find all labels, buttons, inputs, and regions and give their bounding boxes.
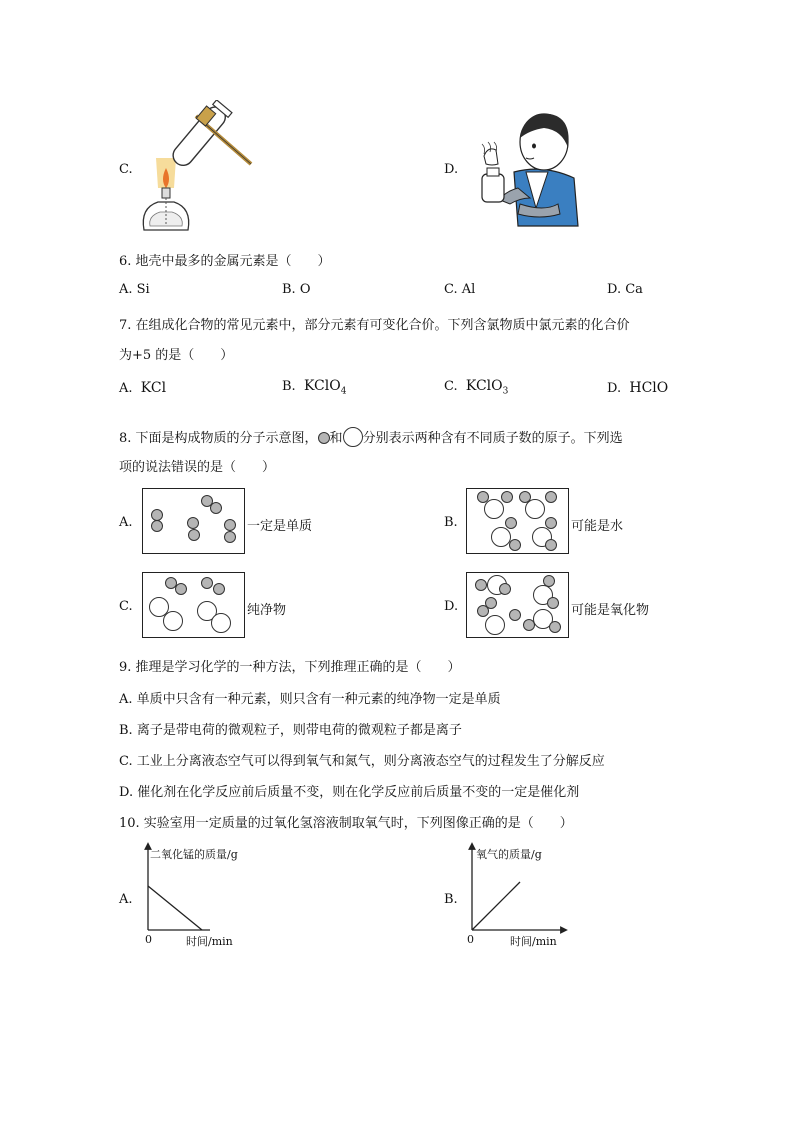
q7-option-d[interactable] (607, 380, 668, 396)
q8-option-d-text: 可能是氧化物 (571, 603, 650, 618)
q10-graph-b-ylabel: 氧气的质量/g (476, 848, 542, 861)
q8-option-b-diagram (466, 488, 569, 554)
test-tube-heating-image (136, 100, 258, 235)
q7-option-b-letter: B. (282, 379, 296, 394)
small-atom (547, 597, 559, 609)
small-atom (501, 491, 513, 503)
small-atom (477, 605, 489, 617)
q7-option-d-letter: D. (607, 381, 622, 396)
q6-option-b[interactable]: B. O (282, 282, 311, 297)
q10-option-a-letter[interactable]: A. (119, 892, 133, 907)
big-atom (525, 499, 545, 519)
q7-option-a-formula: KCl (140, 380, 167, 396)
q7-option-c[interactable] (444, 378, 508, 397)
q8-stem-line2: 项的说法错误的是（ ） (119, 460, 276, 475)
q9-stem: 9. 推理是学习化学的一种方法，下列推理正确的是（ ） (119, 660, 461, 675)
small-atom (545, 491, 557, 503)
small-atom (213, 583, 225, 595)
small-atom (545, 517, 557, 529)
big-atom (491, 527, 511, 547)
q6-option-a[interactable]: A. Si (119, 282, 150, 297)
q7-option-b[interactable] (282, 378, 346, 397)
small-atom (175, 583, 187, 595)
q8-option-c-text: 纯净物 (247, 603, 287, 618)
big-atom-legend-icon (343, 427, 363, 447)
q9-option-b[interactable]: B. 离子是带电荷的微观粒子，则带电荷的微观粒子都是离子 (119, 723, 462, 738)
q8-stem-and: 和 (329, 431, 343, 446)
small-atom (224, 531, 236, 543)
q8-option-d-letter[interactable]: D. (444, 599, 459, 614)
q8-option-c-diagram (142, 572, 245, 638)
q9-option-a[interactable]: A. 单质中只含有一种元素，则只含有一种元素的纯净物一定是单质 (119, 692, 501, 707)
q7-option-c-letter: C. (444, 379, 458, 394)
q6-option-d[interactable]: D. Ca (607, 282, 643, 297)
q7-option-a[interactable] (119, 380, 166, 396)
big-atom (211, 613, 231, 633)
q10-graph-b-origin: 0 (467, 933, 474, 946)
q8-stem-part2: 分别表示两种含有不同质子数的原子。下列选 (362, 431, 623, 446)
small-atom (475, 579, 487, 591)
small-atom (187, 517, 199, 529)
q7-option-b-formula: KClO (303, 378, 341, 394)
small-atom (549, 621, 561, 633)
q7-option-c-formula: KClO (465, 378, 503, 394)
q10-graph-a-origin: 0 (145, 933, 152, 946)
q9-option-d[interactable]: D. 催化剂在化学反应前后质量不变，则在化学反应前后质量不变的一定是催化剂 (119, 785, 580, 800)
q8-option-a-text: 一定是单质 (247, 519, 313, 534)
small-atom-legend-icon (318, 432, 330, 444)
q5-option-c-label[interactable]: C. (119, 162, 133, 177)
q6-stem: 6. 地壳中最多的金属元素是（ ） (119, 254, 331, 269)
q7-option-a-letter: A. (119, 381, 133, 396)
q10-stem: 10. 实验室用一定质量的过氧化氢溶液制取氧气时，下列图像正确的是（ ） (119, 816, 573, 831)
small-atom (151, 520, 163, 532)
q8-option-b-text: 可能是水 (571, 519, 624, 534)
q8-stem-line1 (119, 422, 623, 446)
small-atom (505, 517, 517, 529)
small-atom (509, 539, 521, 551)
small-atom (224, 519, 236, 531)
small-atom (210, 502, 222, 514)
small-atom (499, 583, 511, 595)
q7-stem-line2: 为+5 的是（ ） (119, 348, 234, 363)
q8-option-b-letter[interactable]: B. (444, 515, 458, 530)
q6-option-c[interactable]: C. Al (444, 282, 476, 297)
small-atom (545, 539, 557, 551)
q7-option-b-subscript: 4 (340, 386, 347, 397)
q7-option-d-formula: HClO (629, 380, 669, 396)
q7-stem-line1: 7. 在组成化合物的常见元素中，部分元素有可变化合价。下列含氯物质中氯元素的化合价 (119, 318, 630, 333)
q9-option-c[interactable]: C. 工业上分离液态空气可以得到氧气和氮气，则分离液态空气的过程发生了分解反应 (119, 754, 605, 769)
big-atom (485, 615, 505, 635)
big-atom (163, 611, 183, 631)
big-atom (484, 499, 504, 519)
smelling-gas-image (474, 108, 582, 230)
q8-option-a-letter[interactable]: A. (119, 515, 133, 530)
q10-graph-a-xlabel: 时间/min (186, 935, 233, 948)
q5-option-d-label[interactable]: D. (444, 162, 459, 177)
q10-graph-a-ylabel: 二氧化锰的质量/g (150, 848, 238, 861)
q7-option-c-subscript: 3 (502, 386, 509, 397)
q8-option-d-diagram (466, 572, 569, 638)
q10-graph-a-line (148, 886, 202, 930)
q8-option-a-diagram (142, 488, 245, 554)
q8-option-c-letter[interactable]: C. (119, 599, 133, 614)
q10-graph-b-line (472, 882, 520, 930)
small-atom (188, 529, 200, 541)
q8-stem-part1: 8. 下面是构成物质的分子示意图， (119, 431, 318, 446)
small-atom (509, 609, 521, 621)
q10-graph-b-xlabel: 时间/min (510, 935, 557, 948)
small-atom (201, 577, 213, 589)
q10-option-b-letter[interactable]: B. (444, 892, 458, 907)
